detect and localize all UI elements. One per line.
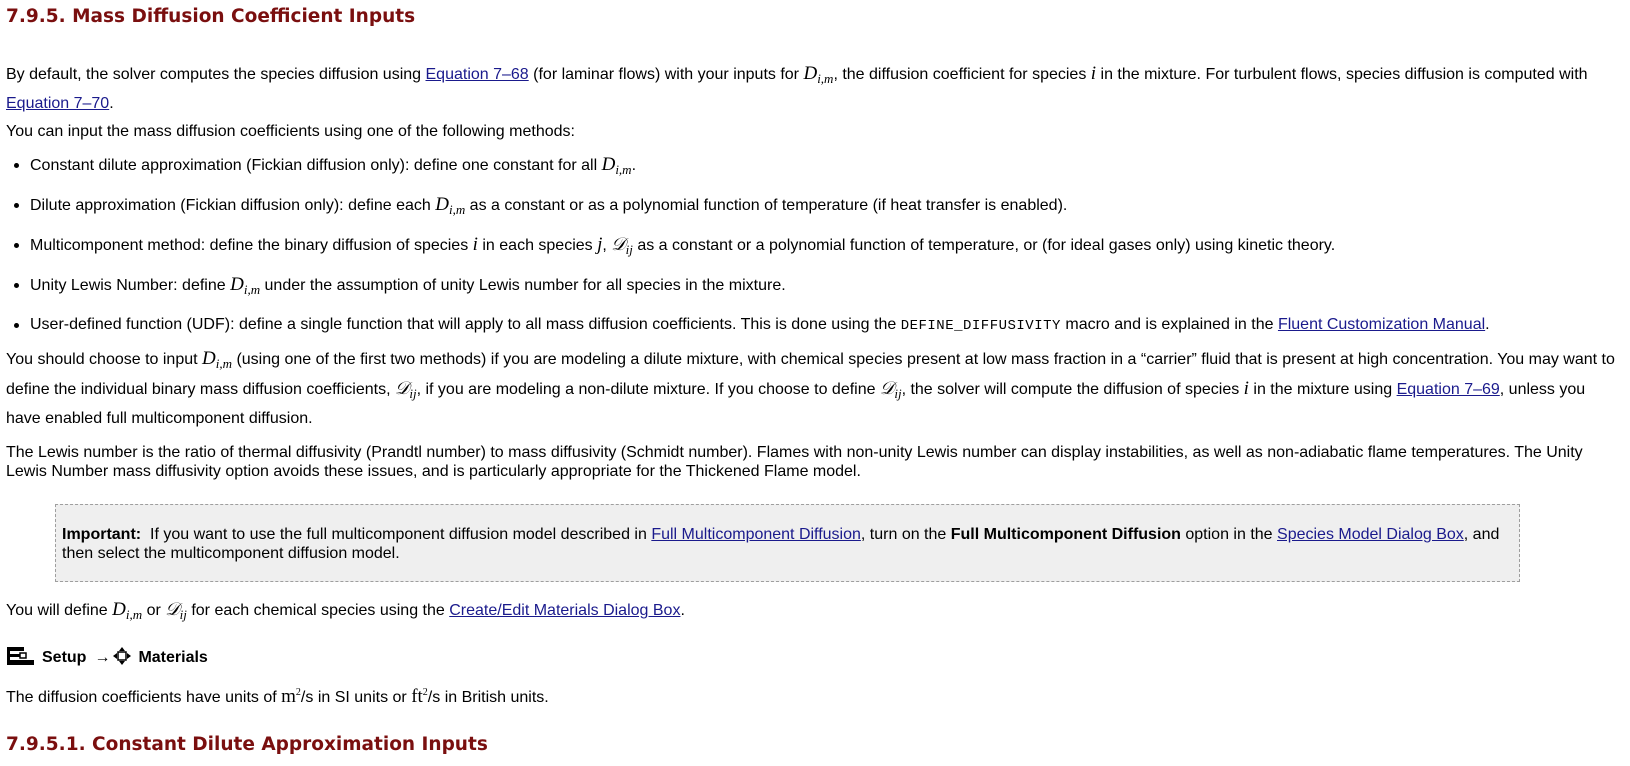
materials-label: Materials xyxy=(138,649,208,666)
math-subscript: ij xyxy=(625,242,633,257)
text: , the solver will compute the diffusion of species xyxy=(901,381,1244,398)
math-symbol: j xyxy=(597,234,603,255)
text: (using one of the first two methods) if you are modeling a dilute mixture, with chemical species present at low mass fraction in a “carrier” fluid that is present at high concentration. You may want to define the individual binary mass diffusion coefficients, xyxy=(6,351,1615,398)
math-symbol: D xyxy=(112,599,126,620)
math-subscript: i,m xyxy=(125,607,143,622)
text: macro and is explained in the xyxy=(1060,316,1278,333)
text: Unity Lewis Number: define xyxy=(30,277,231,294)
option-name: Full Multicomponent Diffusion xyxy=(950,526,1181,543)
intro-paragraph xyxy=(6,61,1618,116)
text: , and then select the multicomponent diffusion model. xyxy=(62,526,1500,562)
math-symbol: 𝒟 xyxy=(879,378,895,399)
units-paragraph xyxy=(6,680,1618,710)
create-edit-materials-dialog-box-link[interactable]: Create/Edit Materials Dialog Box xyxy=(449,602,681,619)
unit-symbol: m xyxy=(281,686,296,707)
text: , xyxy=(602,237,612,254)
text: , if you are modeling a non-dilute mixture. If you choose to define xyxy=(416,381,880,398)
equation-7-68-link[interactable]: Equation 7–68 xyxy=(425,66,529,83)
math-subscript: i,m xyxy=(615,162,632,177)
text: as a constant or as a polynomial function of temperature (if heat transfer is enabled). xyxy=(465,197,1068,214)
setup-label: Setup xyxy=(42,649,87,666)
full-multicomponent-diffusion-link[interactable]: Full Multicomponent Diffusion xyxy=(651,526,861,543)
macro-code: DEFINE_DIFFUSIVITY xyxy=(900,318,1061,334)
choose-paragraph xyxy=(6,346,1618,431)
text: You should choose to input xyxy=(6,351,203,368)
math-subscript: i,m xyxy=(817,71,834,86)
math-symbol: 𝒟 xyxy=(394,378,410,399)
important-note xyxy=(55,504,1520,582)
subsection-title: 7.9.5.1. Constant Dilute Approximation Inputs xyxy=(6,734,488,755)
equation-7-69-link[interactable]: Equation 7–69 xyxy=(1396,381,1500,398)
materials-icon xyxy=(112,646,132,671)
text: User-defined function (UDF): define a single function that will apply to all mass diffusion coefficients. This is done using the xyxy=(30,316,901,333)
text: . xyxy=(680,602,685,619)
math-subscript: ij xyxy=(894,386,902,401)
math-subscript: ij xyxy=(409,386,417,401)
text: , turn on the xyxy=(860,526,951,543)
text: By default, the solver computes the species diffusion using xyxy=(6,66,426,83)
list-item xyxy=(30,192,1610,222)
text: under the assumption of unity Lewis number for all species in the mixture. xyxy=(260,277,786,294)
arrow-icon: → xyxy=(94,649,111,666)
text: or xyxy=(142,602,166,619)
unit-exponent: 2 xyxy=(422,687,428,698)
text: option in the xyxy=(1180,526,1278,543)
math-symbol: D xyxy=(202,348,216,369)
lewis-paragraph: The Lewis number is the ratio of thermal diffusivity (Prandtl number) to mass diffusivity (Schmidt number). Flames with non-unity Lewis number can display instabilities, as well as non-adiabatic flame temperatures. The Unity Lewis Number mass diffusivity option avoids these issues, and is particularly appropriate for the Thickened Flame model. xyxy=(6,444,1583,480)
text: in the mixture using xyxy=(1248,381,1397,398)
math-symbol: 𝒟 xyxy=(611,234,626,255)
text: (for laminar flows) with your inputs for xyxy=(528,66,804,83)
math-subscript: i,m xyxy=(243,282,261,297)
text: . xyxy=(1485,316,1490,333)
math-symbol: i xyxy=(1243,378,1249,399)
math-symbol: D xyxy=(803,63,818,84)
math-subscript: i,m xyxy=(448,202,466,217)
text: /s in British units. xyxy=(427,689,549,706)
math-subscript: ij xyxy=(179,607,187,622)
section-title: 7.9.5. Mass Diffusion Coefficient Inputs xyxy=(6,6,416,27)
math-symbol: 𝒟 xyxy=(165,599,180,620)
list-item xyxy=(30,312,1610,339)
math-symbol: i xyxy=(472,234,478,255)
text: You will define xyxy=(6,602,113,619)
text: /s in SI units or xyxy=(300,689,412,706)
math-symbol: D xyxy=(435,194,449,215)
list-item xyxy=(30,232,1610,262)
important-label: Important: xyxy=(62,526,142,543)
math-subscript: i,m xyxy=(215,356,232,371)
text: , the diffusion coefficient for species xyxy=(833,66,1091,83)
define-paragraph xyxy=(6,597,1618,627)
equation-7-70-link[interactable]: Equation 7–70 xyxy=(6,95,110,112)
text: . xyxy=(631,157,637,174)
unit-symbol: ft xyxy=(411,686,423,707)
text: Dilute approximation (Fickian diffusion only): define each xyxy=(30,197,436,214)
setup-tree-icon xyxy=(6,645,36,672)
text: , unless you have enabled full multicomponent diffusion. xyxy=(6,381,1586,427)
text: as a constant or a polynomial function of temperature, or (for ideal gases only) using kinetic theory. xyxy=(632,237,1336,254)
list-item xyxy=(30,272,1610,302)
list-item xyxy=(30,152,1610,182)
text: If you want to use the full multicomponent diffusion model described in xyxy=(141,526,652,543)
species-model-dialog-box-link[interactable]: Species Model Dialog Box xyxy=(1277,526,1464,543)
text: Constant dilute approximation (Fickian diffusion only): define one constant for all xyxy=(30,157,602,174)
text: Multicomponent method: define the binary diffusion of species xyxy=(30,237,473,254)
text: in each species xyxy=(477,237,598,254)
text: in the mixture. For turbulent flows, species diffusion is computed with xyxy=(1096,66,1588,83)
fluent-customization-manual-link[interactable]: Fluent Customization Manual xyxy=(1277,316,1486,333)
math-symbol: i xyxy=(1090,63,1097,84)
methods-intro: You can input the mass diffusion coefficients using one of the following methods: xyxy=(6,123,575,140)
math-symbol: D xyxy=(601,154,616,175)
text: . xyxy=(109,95,114,112)
math-symbol: D xyxy=(230,274,244,295)
menu-path xyxy=(6,646,214,670)
text: The diffusion coefficients have units of xyxy=(6,689,282,706)
text: for each chemical species using the xyxy=(186,602,450,619)
unit-exponent: 2 xyxy=(295,687,301,698)
